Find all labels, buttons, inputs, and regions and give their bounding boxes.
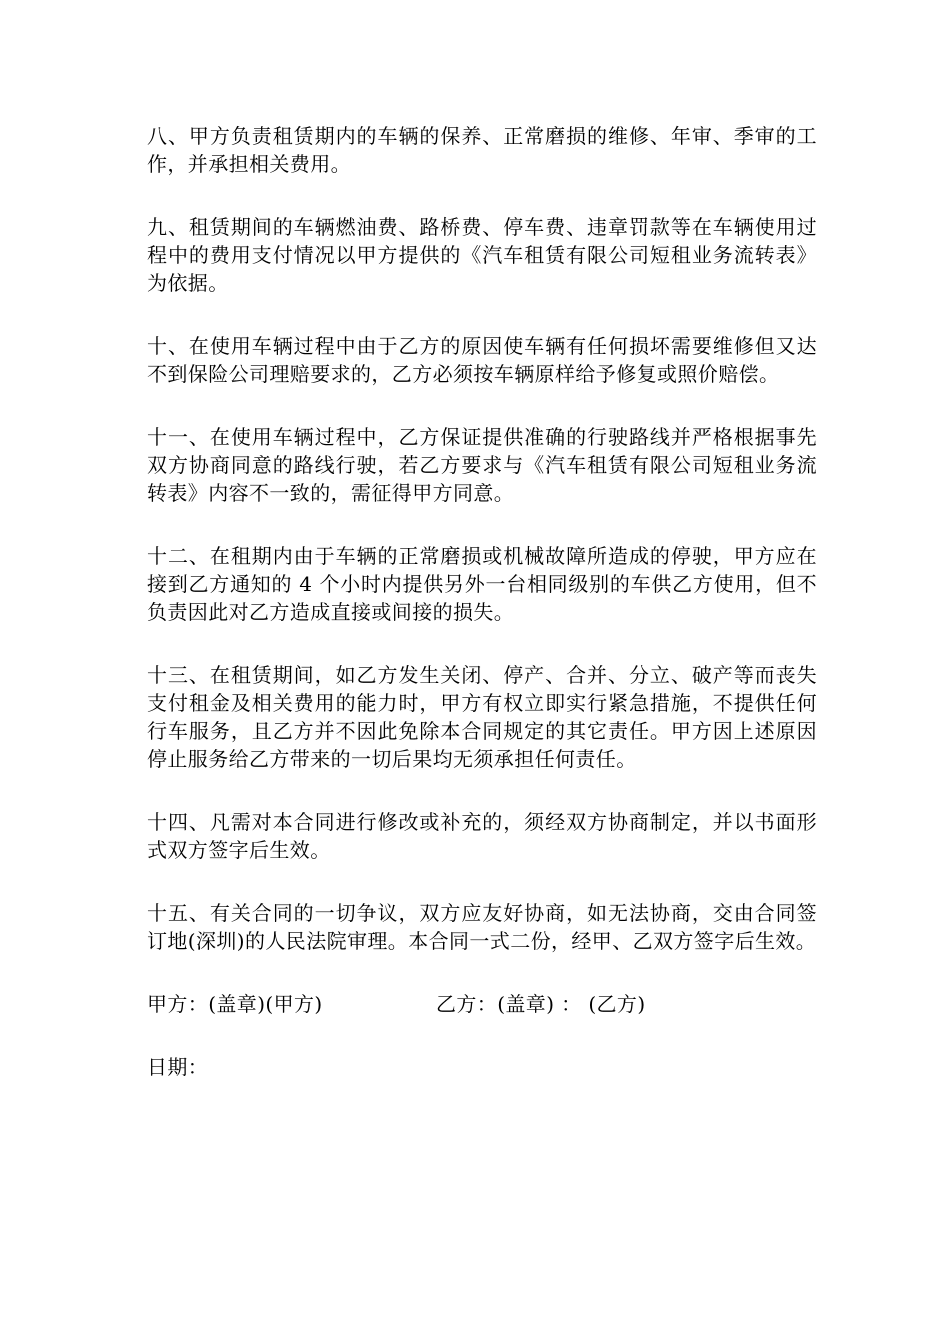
clause-10: 十、在使用车辆过程中由于乙方的原因使车辆有任何损坏需要维修但又达不到保险公司理赔要求的，乙方必须按车辆原样给予修复或照价赔偿。 bbox=[147, 334, 817, 386]
party-b-signature: 乙方：(盖章) ： (乙方) bbox=[436, 992, 646, 1016]
clause-14: 十四、凡需对本合同进行修改或补充的，须经双方协商制定，并以书面形式双方签字后生效。 bbox=[147, 810, 817, 862]
party-a-signature: 甲方：(盖章)(甲方) bbox=[147, 992, 323, 1016]
signature-row bbox=[147, 990, 817, 1018]
clause-11: 十一、在使用车辆过程中，乙方保证提供准确的行驶路线并严格根据事先双方协商同意的路线行驶，若乙方要求与《汽车租赁有限公司短租业务流转表》内容不一致的，需征得甲方同意。 bbox=[147, 425, 817, 505]
contract-page bbox=[147, 122, 817, 1081]
date-label: 日期： bbox=[147, 1055, 209, 1079]
clause-12: 十二、在租期内由于车辆的正常磨损或机械故障所造成的停驶，甲方应在接到乙方通知的 4 个小时内提供另外一台相同级别的车供乙方使用，但不负责因此对乙方造成直接或间接的损失。 bbox=[147, 544, 817, 624]
clause-8: 八、甲方负责租赁期内的车辆的保养、正常磨损的维修、年审、季审的工作，并承担相关费用。 bbox=[147, 124, 817, 176]
clause-13: 十三、在租赁期间，如乙方发生关闭、停产、合并、分立、破产等而丧失支付租金及相关费用的能力时，甲方有权立即实行紧急措施，不提供任何行车服务，且乙方并不因此免除本合同规定的其它责任。甲方因上述原因停止服务给乙方带来的一切后果均无须承担任何责任。 bbox=[147, 663, 817, 771]
clause-15: 十五、有关合同的一切争议，双方应友好协商，如无法协商，交由合同签订地(深圳)的人民法院审理。本合同一式二份，经甲、乙双方签字后生效。 bbox=[147, 901, 817, 953]
clause-9: 九、租赁期间的车辆燃油费、路桥费、停车费、违章罚款等在车辆使用过程中的费用支付情况以甲方提供的《汽车租赁有限公司短租业务流转表》为依据。 bbox=[147, 215, 817, 295]
